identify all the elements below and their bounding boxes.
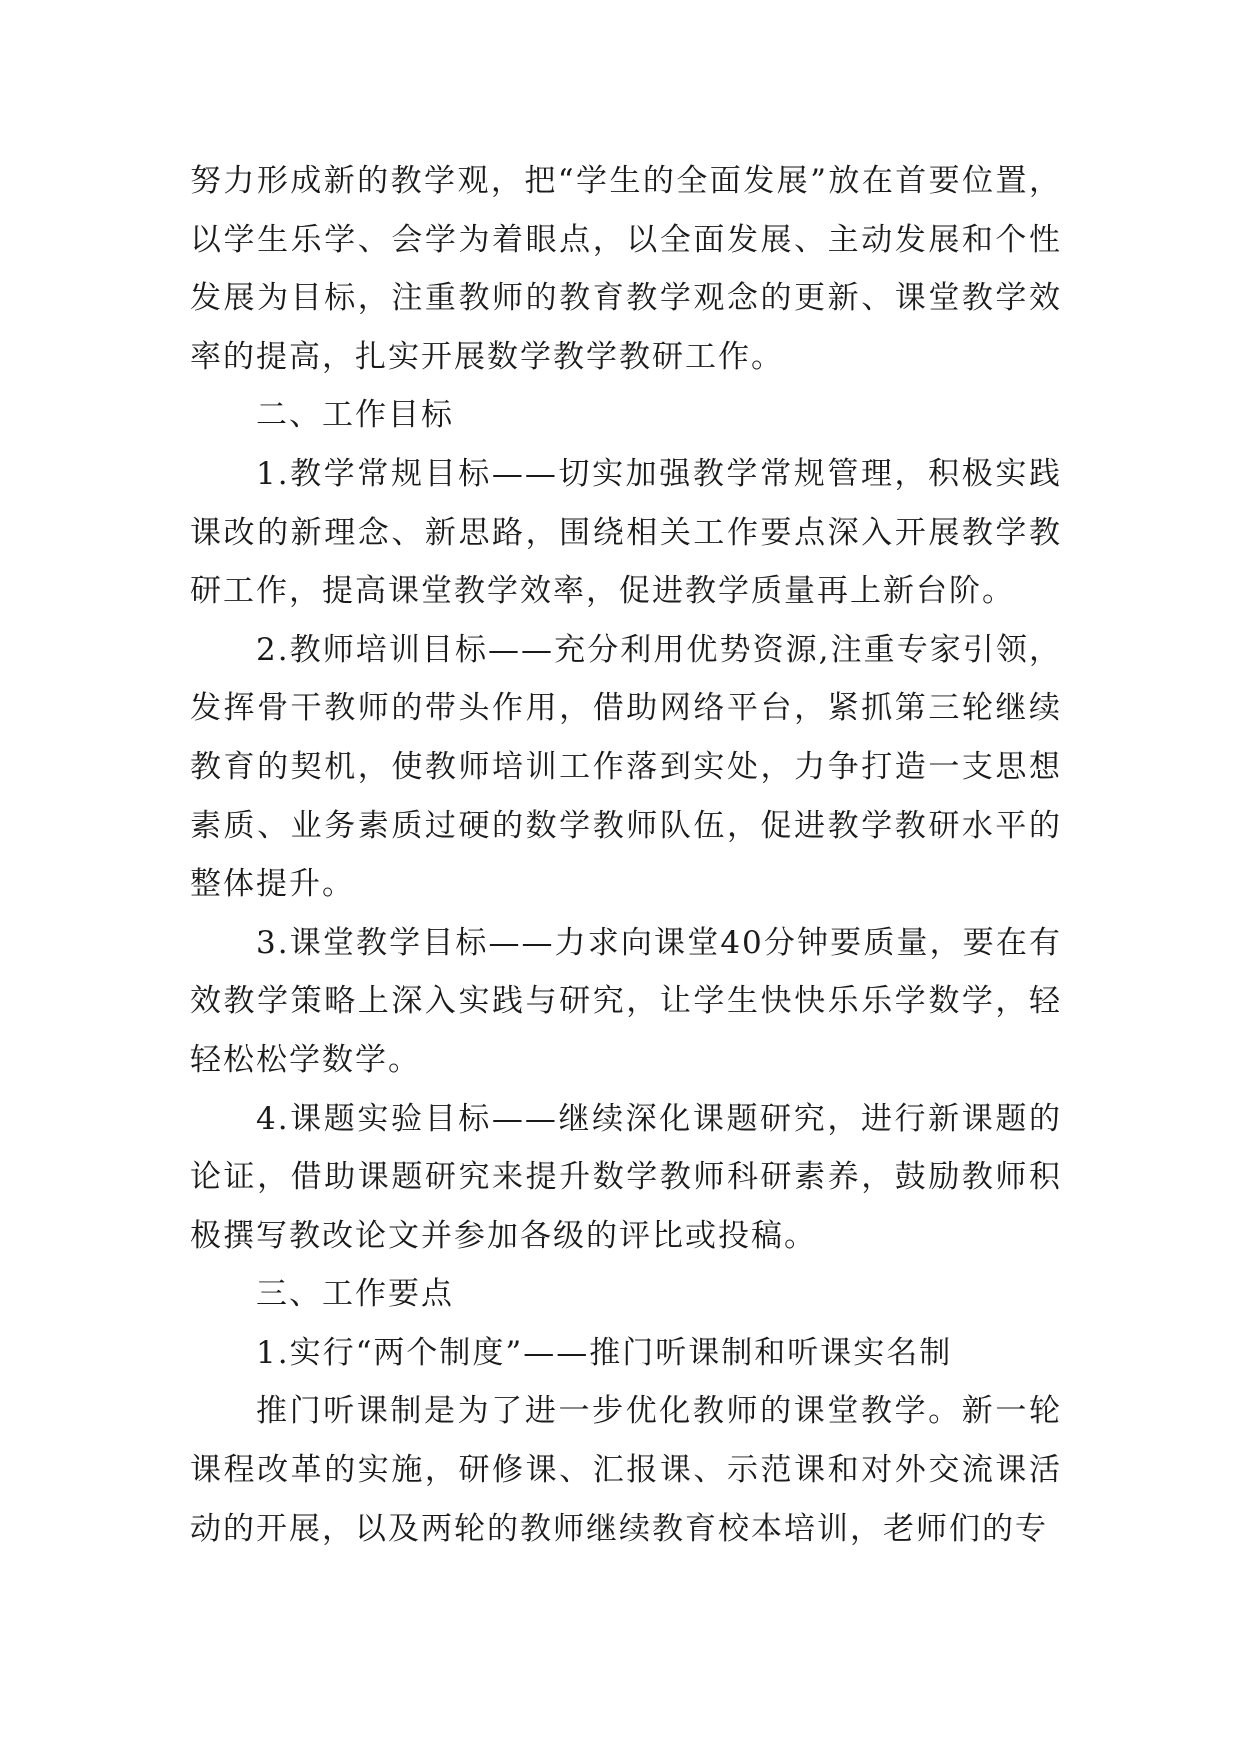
section-heading-work-goals: 二、工作目标 [256,397,454,434]
section-heading-work-points: 三、工作要点 [256,1276,454,1313]
paragraph-goal-classroom-teaching: 3.课堂教学目标——力求向课堂40分钟要质量，要在有效教学策略上深入实践与研究，让学生快快乐乐学数学，轻轻松松学数学。 [190,924,1062,1078]
paragraph-goal-teacher-training: 2.教师培训目标——充分利用优势资源,注重专家引领，发挥骨干教师的带头作用，借助网络平台，紧抓第三轮继续教育的契机，使教师培训工作落到实处，力争打造一支思想素质、业务素质过硬的数学教师队伍，促进教学教研水平的整体提升。 [190,631,1062,903]
paragraph-intro-continued: 努力形成新的教学观，把“学生的全面发展”放在首要位置，以学生乐学、会学为着眼点，以全面发展、主动发展和个性发展为目标，注重教师的教育教学观念的更新、课堂教学效率的提高，扎实开展数学教学教研工作。 [190,163,1062,375]
paragraph-goal-research-project: 4.课题实验目标——继续深化课题研究，进行新课题的论证，借助课题研究来提升数学教师科研素养，鼓励教师积极撰写教改论文并参加各级的评比或投稿。 [190,1100,1062,1254]
document-body [190,152,1062,1558]
paragraph-point-two-systems: 1.实行“两个制度”——推门听课制和听课实名制 [256,1334,953,1371]
paragraph-open-door-lesson: 推门听课制是为了进一步优化教师的课堂教学。新一轮课程改革的实施，研修课、汇报课、示范课和对外交流课活动的开展，以及两轮的教师继续教育校本培训，老师们的专 [190,1393,1062,1547]
paragraph-goal-teaching-routine: 1.教学常规目标——切实加强教学常规管理，积极实践课改的新理念、新思路，围绕相关工作要点深入开展教学教研工作，提高课堂教学效率，促进教学质量再上新台阶。 [190,455,1062,610]
